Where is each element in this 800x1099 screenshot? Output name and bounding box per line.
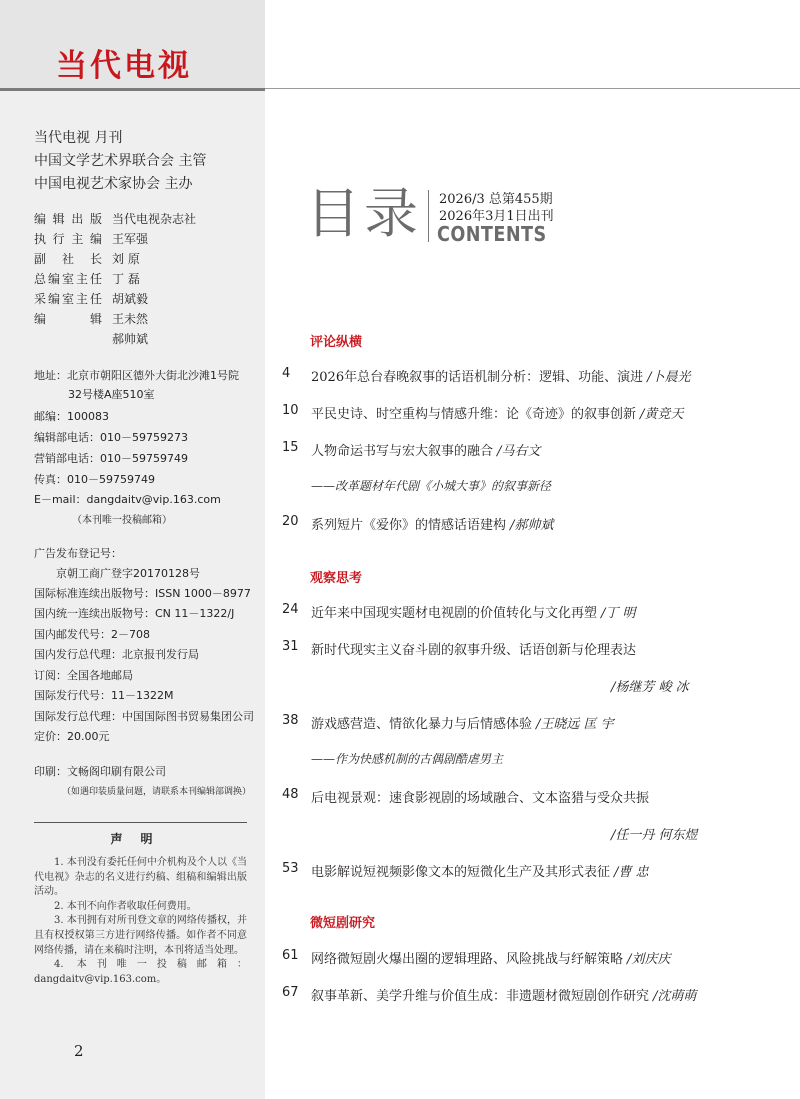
article-author: /杨继芳 峻 冰 (611, 680, 689, 695)
article-entry[interactable] (311, 639, 636, 658)
price: 定价：20.00元 (34, 730, 110, 743)
article-title: 人物命运书写与宏大叙事的融合 (311, 444, 494, 459)
cn-number: 国内统一连续出版物号：CN 11－1322/J (34, 607, 235, 620)
article-page: 67 (282, 985, 299, 1000)
ad-reg: 京朝工商广登字20170128号 (56, 567, 200, 580)
article-entry[interactable] (311, 713, 614, 732)
article-page: 31 (282, 639, 299, 654)
title-divider (428, 190, 429, 242)
toc-title: 目录 (306, 182, 422, 245)
email: E－mail：dangdaitv@vip.163.com (34, 493, 221, 506)
article-entry[interactable] (311, 403, 683, 422)
article-title: 新时代现实主义奋斗剧的叙事升级、话语创新与伦理表达 (311, 643, 637, 658)
article-author: /王晓远 匡 宇 (536, 717, 614, 732)
article-page: 15 (282, 440, 299, 455)
domestic-distributor: 国内发行总代理：北京报刊发行局 (34, 648, 199, 661)
article-entry[interactable] (311, 514, 553, 533)
article-entry[interactable] (311, 440, 540, 459)
article-title: 游戏感营造、情欲化暴力与后情感体验 (311, 717, 533, 732)
publisher-line: 当代电视 月刊 (34, 130, 123, 146)
email-note: （本刊唯一投稿邮箱） (72, 515, 172, 526)
staff-row: 总编室主任 丁 磊 (34, 272, 140, 286)
article-title: 叙事革新、美学升维与价值生成：非遗题材微短剧创作研究 (311, 989, 650, 1004)
declaration-item: 4. 本刊唯一投稿邮箱：dangdaitv@vip.163.com。 (34, 959, 247, 985)
article-page: 4 (282, 366, 291, 381)
publisher-line: 中国电视艺术家协会 主办 (34, 176, 193, 192)
staff-row: 采编室主任 胡斌毅 (34, 292, 149, 306)
fax: 传真：010－59759749 (34, 473, 155, 486)
declaration-divider (34, 822, 247, 823)
declaration-item: 1. 本刊没有委托任何中介机构及个人以《当代电视》杂志的名义进行约稿、组稿和编辑出版活动。 (34, 857, 247, 898)
declaration-item: 3. 本刊拥有对所刊登文章的网络传播权，并且有权授权第三方进行网络传播。如作者不同意网络传播，请在来稿时注明，本刊将适当处理。 (34, 915, 247, 956)
article-page: 10 (282, 403, 299, 418)
article-author: /刘庆庆 (627, 952, 671, 967)
article-page: 38 (282, 713, 299, 728)
printer: 印刷：文畅阁印刷有限公司 (34, 765, 166, 778)
declaration-item: 2. 本刊不向作者收取任何费用。 (54, 900, 197, 912)
contents-heading: CONTENTS (437, 222, 547, 246)
staff-row: 编辑 王未然 (34, 312, 149, 326)
section-title: 评论纵横 (310, 335, 363, 350)
article-author: /丁 明 (601, 606, 636, 621)
article-page: 20 (282, 514, 299, 529)
section-title: 微短剧研究 (310, 916, 376, 931)
staff-row: 编辑出版 当代电视杂志社 (34, 212, 197, 226)
section-title: 观察思考 (310, 571, 363, 586)
page-number: 2 (74, 1042, 84, 1060)
article-author: /卜晨光 (647, 370, 691, 385)
marketing-phone: 营销部电话：010－59759749 (34, 452, 188, 465)
declaration-body (34, 856, 247, 987)
article-page: 48 (282, 787, 299, 802)
article-title: 2026年总台春晚叙事的话语机制分析：逻辑、功能、演进 (311, 370, 644, 385)
printer-note: （如遇印装质量问题，请联系本刊编辑部调换） (62, 787, 252, 797)
staff-row: 副社长 刘 原 (34, 252, 140, 266)
article-title: 网络微短剧火爆出圈的逻辑理路、风险挑战与纾解策略 (311, 952, 624, 967)
address: 地址：北京市朝阳区德外大街北沙滩1号院 (34, 369, 239, 382)
article-page: 24 (282, 602, 299, 617)
declaration-title: 声明 (110, 832, 171, 846)
article-entry[interactable] (311, 948, 670, 967)
article-subtitle: ——改革题材年代剧《小城大事》的叙事新径 (311, 479, 552, 493)
article-entry[interactable] (311, 602, 636, 621)
article-entry[interactable] (311, 861, 649, 880)
article-author: /黄竞天 (640, 407, 684, 422)
header-band (265, 0, 800, 89)
postcode: 邮编：100083 (34, 410, 109, 423)
article-entry[interactable] (311, 985, 696, 1004)
intl-distributor: 国际发行总代理：中国国际图书贸易集团公司 (34, 710, 254, 723)
publisher-line: 中国文学艺术界联合会 主管 (34, 153, 207, 169)
editorial-phone: 编辑部电话：010－59759273 (34, 431, 188, 444)
issue-date: 2026年3月1日出刊 (439, 209, 554, 224)
issue-number: 2026/3 总第455期 (439, 192, 553, 207)
issn: 国际标准连续出版物号：ISSN 1000－8977 (34, 587, 251, 600)
intl-code: 国际发行代号：11－1322M (34, 689, 174, 702)
article-author: /郝帅斌 (510, 518, 554, 533)
staff-row: 执行主编 王军强 (34, 232, 149, 246)
article-title: 电影解说短视频影像文本的短微化生产及其形式表征 (311, 865, 611, 880)
article-title: 近年来中国现实题材电视剧的价值转化与文化再塑 (311, 606, 598, 621)
article-title: 平民史诗、时空重构与情感升维：论《奇迹》的叙事创新 (311, 407, 637, 422)
magazine-logo: 当代电视 (56, 48, 192, 84)
article-title: 系列短片《爱你》的情感话语建构 (311, 518, 507, 533)
postal-code: 国内邮发代号：2－708 (34, 628, 150, 641)
ad-reg-label: 广告发布登记号： (34, 547, 122, 560)
article-title: 后电视景观：速食影视剧的场域融合、文本盗猎与受众共振 (311, 791, 650, 806)
subscribe: 订阅：全国各地邮局 (34, 669, 133, 682)
article-subtitle: ——作为快感机制的古偶剧酷虐男主 (311, 752, 504, 766)
article-entry[interactable] (311, 787, 649, 806)
address-line2: 32号楼A座510室 (68, 388, 155, 401)
article-entry[interactable] (311, 366, 690, 385)
staff-row: 郝帅斌 (112, 332, 149, 346)
article-page: 61 (282, 948, 299, 963)
article-author: /沈萌萌 (653, 989, 697, 1004)
article-author: /任一丹 何东煜 (611, 828, 698, 843)
article-author: /马右文 (497, 444, 541, 459)
article-author: /曹 忠 (614, 865, 649, 880)
article-page: 53 (282, 861, 299, 876)
